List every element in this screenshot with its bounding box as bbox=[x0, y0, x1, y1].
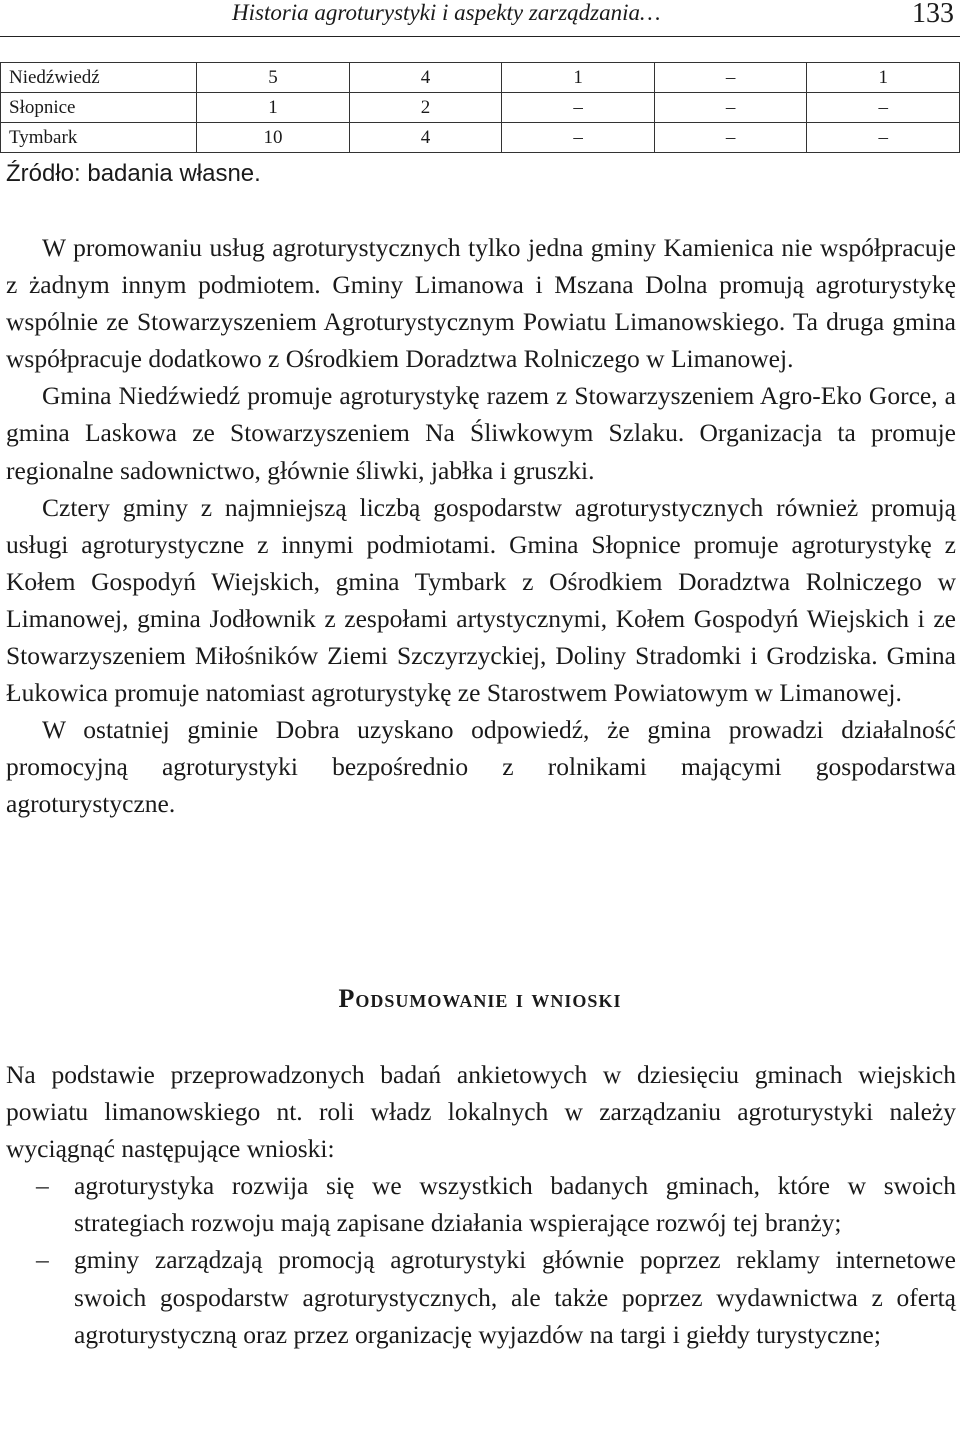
list-item bbox=[6, 1241, 956, 1352]
table-row bbox=[1, 63, 960, 93]
list-item-text: gminy zarządzają promocją agroturystyki głównie poprzez reklamy internetowe swoich gospodarstw agroturystycznych, ale także poprzez wydawnictwa z ofertą agroturystyczną oraz przez organizację wyjazdów na targi i giełdy turystyczne; bbox=[74, 1245, 956, 1349]
data-table bbox=[0, 62, 960, 153]
paragraph: Cztery gminy z najmniejszą liczbą gospodarstw agroturystycznych również promują usługi agroturystyczne z innymi podmiotami. Gmina Słopnice promuje agroturystykę z Kołem Gospodyń Wiejskich, gmina Tymbark z Ośrodkiem Doradztwa Rolniczego w Limanowej, gmina Jodłownik z zespołami artystycznymi, Kołem Gospodyń Wiejskich i ze Stowarzyszeniem Miłośników Ziemi Szczyrzyckiej, Doliny Stradomki i Grodziska. Gmina Łukowica promuje natomiast agroturystykę ze Starostwem Powiatowym w Limanowej. bbox=[6, 492, 956, 708]
running-header bbox=[0, 0, 960, 37]
table-cell: – bbox=[807, 93, 960, 123]
paragraph: W ostatniej gminie Dobra uzyskano odpowiedź, że gmina prowadzi działalność promocyjną agroturystyki bezpośrednio z rolnikami mającymi gospodarstwa agroturystyczne. bbox=[6, 715, 956, 819]
table-cell: 2 bbox=[349, 93, 502, 123]
table-cell: – bbox=[502, 93, 655, 123]
table-cell: – bbox=[502, 123, 655, 153]
list-item-text: agroturystyka rozwija się we wszystkich badanych gminach, które w swoich strategiach rozwoju mają zapisane działania wspierające rozwój tej branży; bbox=[74, 1171, 956, 1238]
table-cell: 4 bbox=[349, 63, 502, 93]
table-cell: – bbox=[654, 63, 807, 93]
table-cell: 5 bbox=[197, 63, 350, 93]
table-source-note: Źródło: badania własne. bbox=[6, 160, 261, 187]
page-number: 133 bbox=[912, 0, 954, 29]
table-row bbox=[1, 93, 960, 123]
table-cell: 10 bbox=[197, 123, 350, 153]
table-cell: Słopnice bbox=[1, 93, 197, 123]
table-row bbox=[1, 123, 960, 153]
table-cell: 1 bbox=[502, 63, 655, 93]
table-cell: Niedźwiedź bbox=[1, 63, 197, 93]
table-cell: 1 bbox=[807, 63, 960, 93]
table-cell: 4 bbox=[349, 123, 502, 153]
list-item bbox=[6, 1167, 956, 1241]
table-cell: 1 bbox=[197, 93, 350, 123]
conclusions-list bbox=[6, 1167, 956, 1352]
dash-marker: – bbox=[36, 1171, 49, 1201]
paragraph: Gmina Niedźwiedź promuje agroturystykę razem z Stowarzyszeniem Agro-Eko Gorce, a gmina Laskowa ze Stowarzyszeniem Na Śliwkowym Szlaku. Organizacja ta promuje regionalne sadownictwo, głównie śliwki, jabłka i gruszki. bbox=[6, 381, 956, 485]
table-cell: – bbox=[807, 123, 960, 153]
conclusions-text bbox=[6, 1056, 956, 1353]
section-heading: Podsumowanie i wnioski bbox=[338, 984, 622, 1013]
table-cell: – bbox=[654, 123, 807, 153]
paragraph: W promowaniu usług agroturystycznych tylko jedna gminy Kamienica nie współpracuje z żadnym innym podmiotem. Gminy Limanowa i Mszana Dolna promują agroturystykę wspólnie ze Stowarzyszeniem Agroturystycznym Powiatu Limanowskiego. Ta druga gmina współpracuje dodatkowo z Ośrodkiem Doradztwa Rolniczego w Limanowej. bbox=[6, 233, 956, 374]
dash-marker: – bbox=[36, 1245, 49, 1275]
table-cell: – bbox=[654, 93, 807, 123]
table-cell: Tymbark bbox=[1, 123, 197, 153]
paragraph: Na podstawie przeprowadzonych badań ankietowych w dziesięciu gminach wiejskich powiatu limanowskiego nt. roli władz lokalnych w zarządzaniu agroturystyki należy wyciągnąć następujące wnioski: bbox=[6, 1060, 956, 1164]
body-text bbox=[6, 229, 956, 823]
running-title: Historia agroturystyki i aspekty zarządzania… bbox=[232, 0, 661, 25]
